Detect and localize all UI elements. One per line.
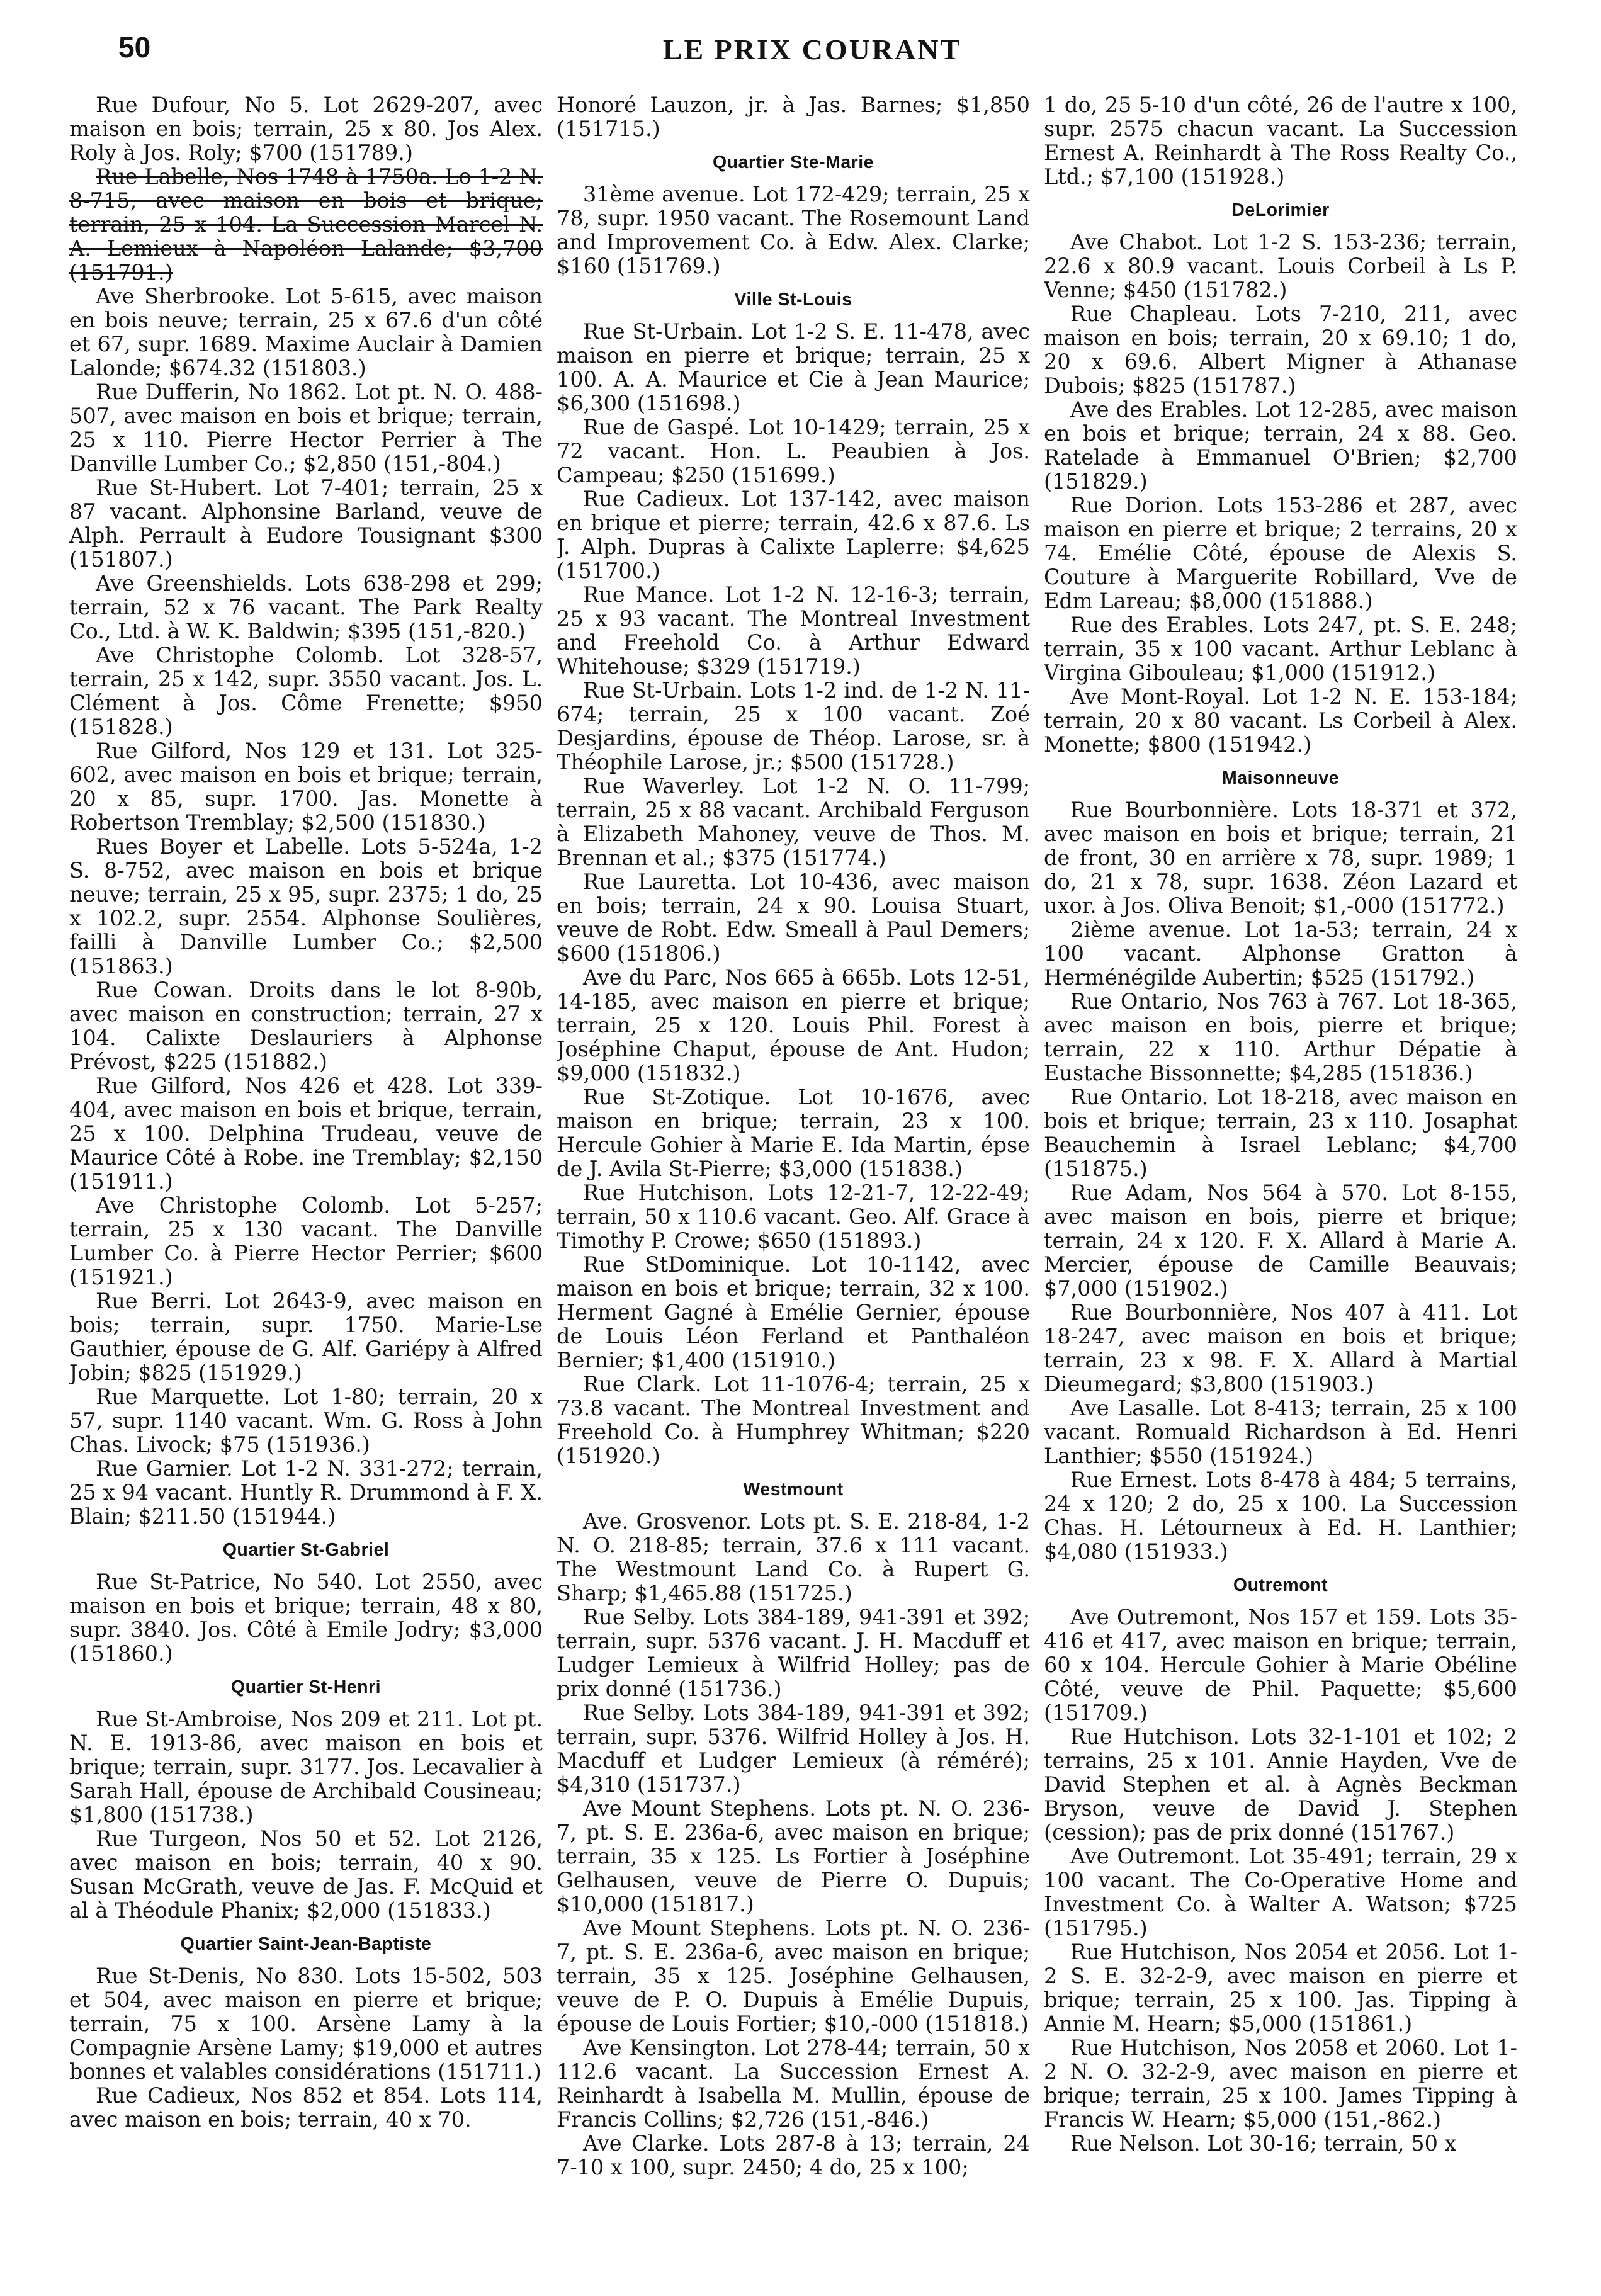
listing-entry: Rue St-Hubert. Lot 7-401; terrain, 25 x 87 vacant. Alphonsine Barland, veuve de Alph. Perrault à Eudore Tousignant $300 (151807.) xyxy=(69,475,543,572)
listing-entry: Rue de Gaspé. Lot 10-1429; terrain, 25 x 72 vacant. Hon. L. Peaubien à Jos. Campeau; $250 (151699.) xyxy=(557,415,1030,487)
listing-entry: Rue St-Urbain. Lots 1-2 ind. de 1-2 N. 11-674; terrain, 25 x 100 vacant. Zoé Desjardins, épouse de Théop. Larose, sr. à Théophile Larose, jr.; $500 (151728.) xyxy=(557,678,1030,774)
listing-entry: Ave Sherbrooke. Lot 5-615, avec maison en bois neuve; terrain, 25 x 67.6 d'un côté et 67, supr. 1689. Maxime Auclair à Damien Lalonde; $674.32 (151803.) xyxy=(69,284,543,380)
listing-entry: Rue StDominique. Lot 10-1142, avec maison en bois et brique; terrain, 32 x 100. Herment Gagné à Emélie Gernier, épouse de Louis Léon Ferland et Panthaléon Bernier; $1,400 (151910.) xyxy=(557,1252,1030,1372)
section-heading: Quartier Ste-Marie xyxy=(712,152,874,172)
listing-entry: Rue Gilford, Nos 129 et 131. Lot 325-602, avec maison en bois et brique; terrain, 20 x 85, supr. 1700. Jas. Monette à Robertson Tremblay; $2,500 (151830.) xyxy=(69,738,543,835)
listing-entry: Rue Dufour, No 5. Lot 2629-207, avec maison en bois; terrain, 25 x 80. Jos Alex. Roly à Jos. Roly; $700 (151789.) xyxy=(69,93,543,165)
listing-entry: Rue Garnier. Lot 1-2 N. 331-272; terrain, 25 x 94 vacant. Huntly R. Drummond à F. X. Blain; $211.50 (151944.) xyxy=(69,1456,543,1529)
listing-entry: Rue Adam, Nos 564 à 570. Lot 8-155, avec maison en bois, pierre et brique; terrain, 24 x 120. F. X. Allard à Marie A. Mercier, épouse de Camille Beauvais; $7,000 (151902.) xyxy=(1044,1180,1517,1301)
publication-title: LE PRIX COURANT xyxy=(662,33,962,65)
listing-entry: Ave Outremont. Lot 35-491; terrain, 29 x 100 vacant. The Co-Operative Home and Investment Co. à Walter A. Watson; $725 (151795.) xyxy=(1044,1844,1517,1940)
listing-entry: Ave Mont-Royal. Lot 1-2 N. E. 153-184; terrain, 20 x 80 vacant. Ls Corbeil à Alex. Monette; $800 (151942.) xyxy=(1044,684,1517,757)
listing-entry: Rue Ontario, Nos 763 à 767. Lot 18-365, avec maison en bois, pierre et brique; terrain, 22 x 110. Arthur Dépatie à Eustache Bissonnette; $4,285 (151836.) xyxy=(1044,989,1517,1085)
listing-entry: Ave Christophe Colomb. Lot 5-257; terrain, 25 x 130 vacant. The Danville Lumber Co. à Pierre Hector Perrier; $600 (151921.) xyxy=(69,1193,543,1289)
listing-entry: 2ième avenue. Lot 1a-53; terrain, 24 x 100 vacant. Alphonse Gratton à Herménégilde Aubertin; $525 (151792.) xyxy=(1044,917,1517,990)
listing-entry: Rue Lauretta. Lot 10-436, avec maison en bois; terrain, 24 x 90. Louisa Stuart, veuve de Robt. Edw. Smeall à Paul Demers; $600 (151806.) xyxy=(557,869,1030,966)
listing-entry: Ave du Parc, Nos 665 à 665b. Lots 12-51, 14-185, avec maison en pierre et brique; terrain, 25 x 120. Louis Phil. Forest à Joséphine Chaput, épouse de Ant. Hudon; $9,000 (151832.) xyxy=(557,965,1030,1085)
listing-entry: Rue Labelle, Nos 1748 à 1750a. Lo 1-2 N. 8-715, avec maison en bois et brique; terrain, 25 x 104. La Succession Marcel N. A. Lemieux à Napoléon Lalande; $3,700 (151791.) xyxy=(69,164,543,285)
listing-entry: Rue St-Denis, No 830. Lots 15-502, 503 et 504, avec maison en pierre et brique; terrain, 75 x 100. Arsène Lamy à la Compagnie Arsène Lamy; $19,000 et autres bonnes et valables considérations (151711.) xyxy=(69,1964,543,2084)
listing-entry: Honoré Lauzon, jr. à Jas. Barnes; $1,850 (151715.) xyxy=(557,93,1030,141)
listing-entry: Rue Hutchison, Nos 2054 et 2056. Lot 1-2 S. E. 32-2-9, avec maison en pierre et brique; terrain, 25 x 100. Jas. Tipping à Annie M. Hearn; $5,000 (151861.) xyxy=(1044,1940,1517,2036)
listing-entry: Rue Cadieux, Nos 852 et 854. Lots 114, avec maison en bois; terrain, 40 x 70. xyxy=(69,2083,543,2132)
listing-entry: Rue Chapleau. Lots 7-210, 211, avec maison en bois; terrain, 20 x 69.10; 1 do, 20 x 69.6. Albert Migner à Athanase Dubois; $825 (151787.) xyxy=(1044,302,1517,398)
listing-entry: Rue des Erables. Lots 247, pt. S. E. 248; terrain, 35 x 100 vacant. Arthur Leblanc à Virgina Gibouleau; $1,000 (151912.) xyxy=(1044,613,1517,685)
listing-entry: Rue Waverley. Lot 1-2 N. O. 11-799; terrain, 25 x 88 vacant. Archibald Ferguson à Elizabeth Mahoney, veuve de Thos. M. Brennan et al.; $375 (151774.) xyxy=(557,774,1030,870)
listing-entry: Rue Hutchison, Nos 2058 et 2060. Lot 1-2 N. O. 32-2-9, avec maison en pierre et brique; terrain, 25 x 100. James Tipping à Francis W. Hearn; $5,000 (151,-862.) xyxy=(1044,2035,1517,2132)
listing-entry: Ave Outremont, Nos 157 et 159. Lots 35-416 et 417, avec maison en brique; terrain, 60 x 104. Hercule Gohier à Marie Obéline Côté, veuve de Phil. Paquette; $5,600 (151709.) xyxy=(1044,1605,1517,1725)
listing-entry: Ave Clarke. Lots 287-8 à 13; terrain, 24 7-10 x 100, supr. 2450; 4 do, 25 x 100; xyxy=(557,2131,1030,2180)
page-header xyxy=(0,0,1601,82)
listing-entry: Rue Nelson. Lot 30-16; terrain, 50 x xyxy=(1070,2131,1457,2156)
listing-entry: Rue Clark. Lot 11-1076-4; terrain, 25 x 73.8 vacant. The Montreal Investment and Freehold Co. à Humphrey Whitman; $220 (151920.) xyxy=(557,1372,1030,1468)
listing-entry: Ave Lasalle. Lot 8-413; terrain, 25 x 100 vacant. Romuald Richardson à Ed. Henri Lanthier; $550 (151924.) xyxy=(1044,1396,1517,1468)
section-heading: Quartier St-Gabriel xyxy=(222,1540,390,1560)
listing-entry: Rue Selby. Lots 384-189, 941-391 et 392; terrain, supr. 5376 vacant. J. H. Macduff et Ludger Lemieux à Wilfrid Holley; pas de prix donné (151736.) xyxy=(557,1605,1030,1701)
listing-entry: Rue Hutchison. Lots 32-1-101 et 102; 2 terrains, 25 x 101. Annie Hayden, Vve de David Stephen et al. à Agnès Beckman Bryson, veuve de David J. Stephen (cession); pas de prix donné (151767.) xyxy=(1044,1724,1517,1845)
listing-entry: Rue Cowan. Droits dans le lot 8-90b, avec maison en construction; terrain, 27 x 104. Calixte Deslauriers à Alphonse Prévost, $225 (151882.) xyxy=(69,978,543,1074)
column-2 xyxy=(557,93,1030,2278)
section-heading: Outremont xyxy=(1233,1575,1328,1595)
column-1 xyxy=(69,93,543,2278)
listing-entry: Rue Bourbonnière. Lots 18-371 et 372, avec maison en bois et brique; terrain, 21 de front, 30 en arrière x 78, supr. 1989; 1 do, 21 x 78, supr. 1638. Zéon Lazard et uxor. à Jos. Oliva Benoit; $1,-000 (151772.) xyxy=(1044,798,1517,918)
listing-entry: Rue Hutchison. Lots 12-21-7, 12-22-49; terrain, 50 x 110.6 vacant. Geo. Alf. Grace à Timothy P. Crowe; $650 (151893.) xyxy=(557,1180,1030,1253)
listing-entry: Rue Cadieux. Lot 137-142, avec maison en brique et pierre; terrain, 42.6 x 87.6. Ls J. Alph. Dupras à Calixte Laplerre: $4,625 (151700.) xyxy=(557,487,1030,583)
page-number: 50 xyxy=(118,31,151,64)
listing-entry: Rue Bourbonnière, Nos 407 à 411. Lot 18-247, avec maison en bois et brique; terrain, 23 x 98. F. X. Allard à Martial Dieumegard; $3,800 (151903.) xyxy=(1044,1300,1517,1396)
listing-entry: Rues Boyer et Labelle. Lots 5-524a, 1-2 S. 8-752, avec maison en bois et brique neuve; terrain, 25 x 95, supr. 2375; 1 do, 25 x 102.2, supr. 2554. Alphonse Soulières, failli à Danville Lumber Co.; $2,500 (151863.) xyxy=(69,834,543,978)
listing-entry: Ave Mount Stephens. Lots pt. N. O. 236-7, pt. S. E. 236a-6, avec maison en brique; terrain, 35 x 125. Joséphine Gelhausen, veuve de P. O. Dupuis à Emélie Dupuis, épouse de Louis Fortier; $10,-000 (151818.) xyxy=(557,1916,1030,2036)
listing-entry: Rue St-Urbain. Lot 1-2 S. E. 11-478, avec maison en pierre et brique; terrain, 25 x 100. A. A. Maurice et Cie à Jean Maurice; $6,300 (151698.) xyxy=(557,319,1030,416)
listing-entry: Ave Mount Stephens. Lots pt. N. O. 236-7, pt. S. E. 236a-6, avec maison en brique; terrain, 35 x 125. Ls Fortier à Joséphine Gelhausen, veuve de Pierre O. Dupuis; $10,000 (151817.) xyxy=(557,1796,1030,1916)
listing-entry: Ave. Grosvenor. Lots pt. S. E. 218-84, 1-2 N. O. 218-85; terrain, 37.6 x 111 vacant. The Westmount Land Co. à Rupert G. Sharp; $1,465.88 (151725.) xyxy=(557,1509,1030,1605)
section-heading: Maisonneuve xyxy=(1221,768,1340,788)
listing-entry: 31ème avenue. Lot 172-429; terrain, 25 x 78, supr. 1950 vacant. The Rosemount Land and Improvement Co. à Edw. Alex. Clarke; $160 (151769.) xyxy=(557,182,1030,278)
column-3 xyxy=(1044,93,1517,2278)
listing-entry: Rue Berri. Lot 2643-9, avec maison en bois; terrain, supr. 1750. Marie-Lse Gauthier, épouse de G. Alf. Gariépy à Alfred Jobin; $825 (151929.) xyxy=(69,1289,543,1385)
listing-entry: Rue Ernest. Lots 8-478 à 484; 5 terrains, 24 x 120; 2 do, 25 x 100. La Succession Chas. H. Létourneux à Ed. H. Lanthier; $4,080 (151933.) xyxy=(1044,1468,1517,1564)
listing-entry: Rue Dufferin, No 1862. Lot pt. N. O. 488-507, avec maison en bois et brique; terrain, 25 x 110. Pierre Hector Perrier à The Danville Lumber Co.; $2,850 (151,-804.) xyxy=(69,380,543,476)
listing-entry: Rue Turgeon, Nos 50 et 52. Lot 2126, avec maison en bois; terrain, 40 x 90. Susan McGrath, veuve de Jas. F. McQuid et al à Théodule Phanix; $2,000 (151833.) xyxy=(69,1826,543,1923)
section-heading: DeLorimier xyxy=(1231,200,1330,220)
section-heading: Quartier Saint-Jean-Baptiste xyxy=(180,1934,432,1954)
listing-entry: Ave Greenshields. Lots 638-298 et 299; terrain, 52 x 76 vacant. The Park Realty Co., Ltd. à W. K. Baldwin; $395 (151,-820.) xyxy=(69,571,543,643)
listing-entry: Ave Kensington. Lot 278-44; terrain, 50 x 112.6 vacant. La Succession Ernest A. Reinhardt à Isabella M. Mullin, épouse de Francis Collins; $2,726 (151,-846.) xyxy=(557,2035,1030,2132)
listing-entry: Rue Gilford, Nos 426 et 428. Lot 339-404, avec maison en bois et brique, terrain, 25 x 100. Delphina Trudeau, veuve de Maurice Côté à Robe. ine Tremblay; $2,150 (151911.) xyxy=(69,1073,543,1194)
listing-entry: Rue Ontario. Lot 18-218, avec maison en bois et brique; terrain, 23 x 110. Josaphat Beauchemin à Israel Leblanc; $4,700 (151875.) xyxy=(1044,1085,1517,1181)
listing-entry: Rue Dorion. Lots 153-286 et 287, avec maison en pierre et brique; 2 terrains, 20 x 74. Emélie Côté, épouse de Alexis S. Couture à Marguerite Robillard, Vve de Edm Lareau; $8,000 (151888.) xyxy=(1044,493,1517,613)
listing-entry: Rue Marquette. Lot 1-80; terrain, 20 x 57, supr. 1140 vacant. Wm. G. Ross à John Chas. Livock; $75 (151936.) xyxy=(69,1384,543,1457)
section-heading: Quartier St-Henri xyxy=(230,1677,382,1697)
listing-entry: Ave Chabot. Lot 1-2 S. 153-236; terrain, 22.6 x 80.9 vacant. Louis Corbeil à Ls P. Venne; $450 (151782.) xyxy=(1044,230,1517,302)
section-heading: Westmount xyxy=(743,1479,844,1500)
listing-entry: Rue Selby. Lots 384-189, 941-391 et 392; terrain, supr. 5376. Wilfrid Holley à Jos. H. Macduff et Ludger Lemieux (à réméré); $4,310 (151737.) xyxy=(557,1700,1030,1797)
listing-entry: Rue St-Patrice, No 540. Lot 2550, avec maison en bois et brique; terrain, 48 x 80, supr. 3840. Jos. Côté à Emile Jodry; $3,000 (151860.) xyxy=(69,1569,543,1666)
listing-entry: 1 do, 25 5-10 d'un côté, 26 de l'autre x 100, supr. 2575 chacun vacant. La Succession Ernest A. Reinhardt à The Ross Realty Co., Ltd.; $7,100 (151928.) xyxy=(1044,93,1517,189)
listing-entry: Rue Mance. Lot 1-2 N. 12-16-3; terrain, 25 x 93 vacant. The Montreal Investment and Freehold Co. à Arthur Edward Whitehouse; $329 (151719.) xyxy=(557,582,1030,679)
listing-entry: Ave des Erables. Lot 12-285, avec maison en bois et brique; terrain, 24 x 88. Geo. Ratelade à Emmanuel O'Brien; $2,700 (151829.) xyxy=(1044,397,1517,494)
section-heading: Ville St-Louis xyxy=(734,290,852,310)
listing-entry: Rue St-Ambroise, Nos 209 et 211. Lot pt. N. E. 1913-86, avec maison en bois et brique; terrain, supr. 3177. Jos. Lecavalier à Sarah Hall, épouse de Archibald Cousineau; $1,800 (151738.) xyxy=(69,1707,543,1827)
listing-entry: Rue St-Zotique. Lot 10-1676, avec maison en brique; terrain, 23 x 100. Hercule Gohier à Marie E. Ida Martin, épse de J. Avila St-Pierre; $3,000 (151838.) xyxy=(557,1085,1030,1181)
listing-entry: Ave Christophe Colomb. Lot 328-57, terrain, 25 x 142, supr. 3550 vacant. Jos. L. Clément à Jos. Côme Frenette; $950 (151828.) xyxy=(69,643,543,739)
